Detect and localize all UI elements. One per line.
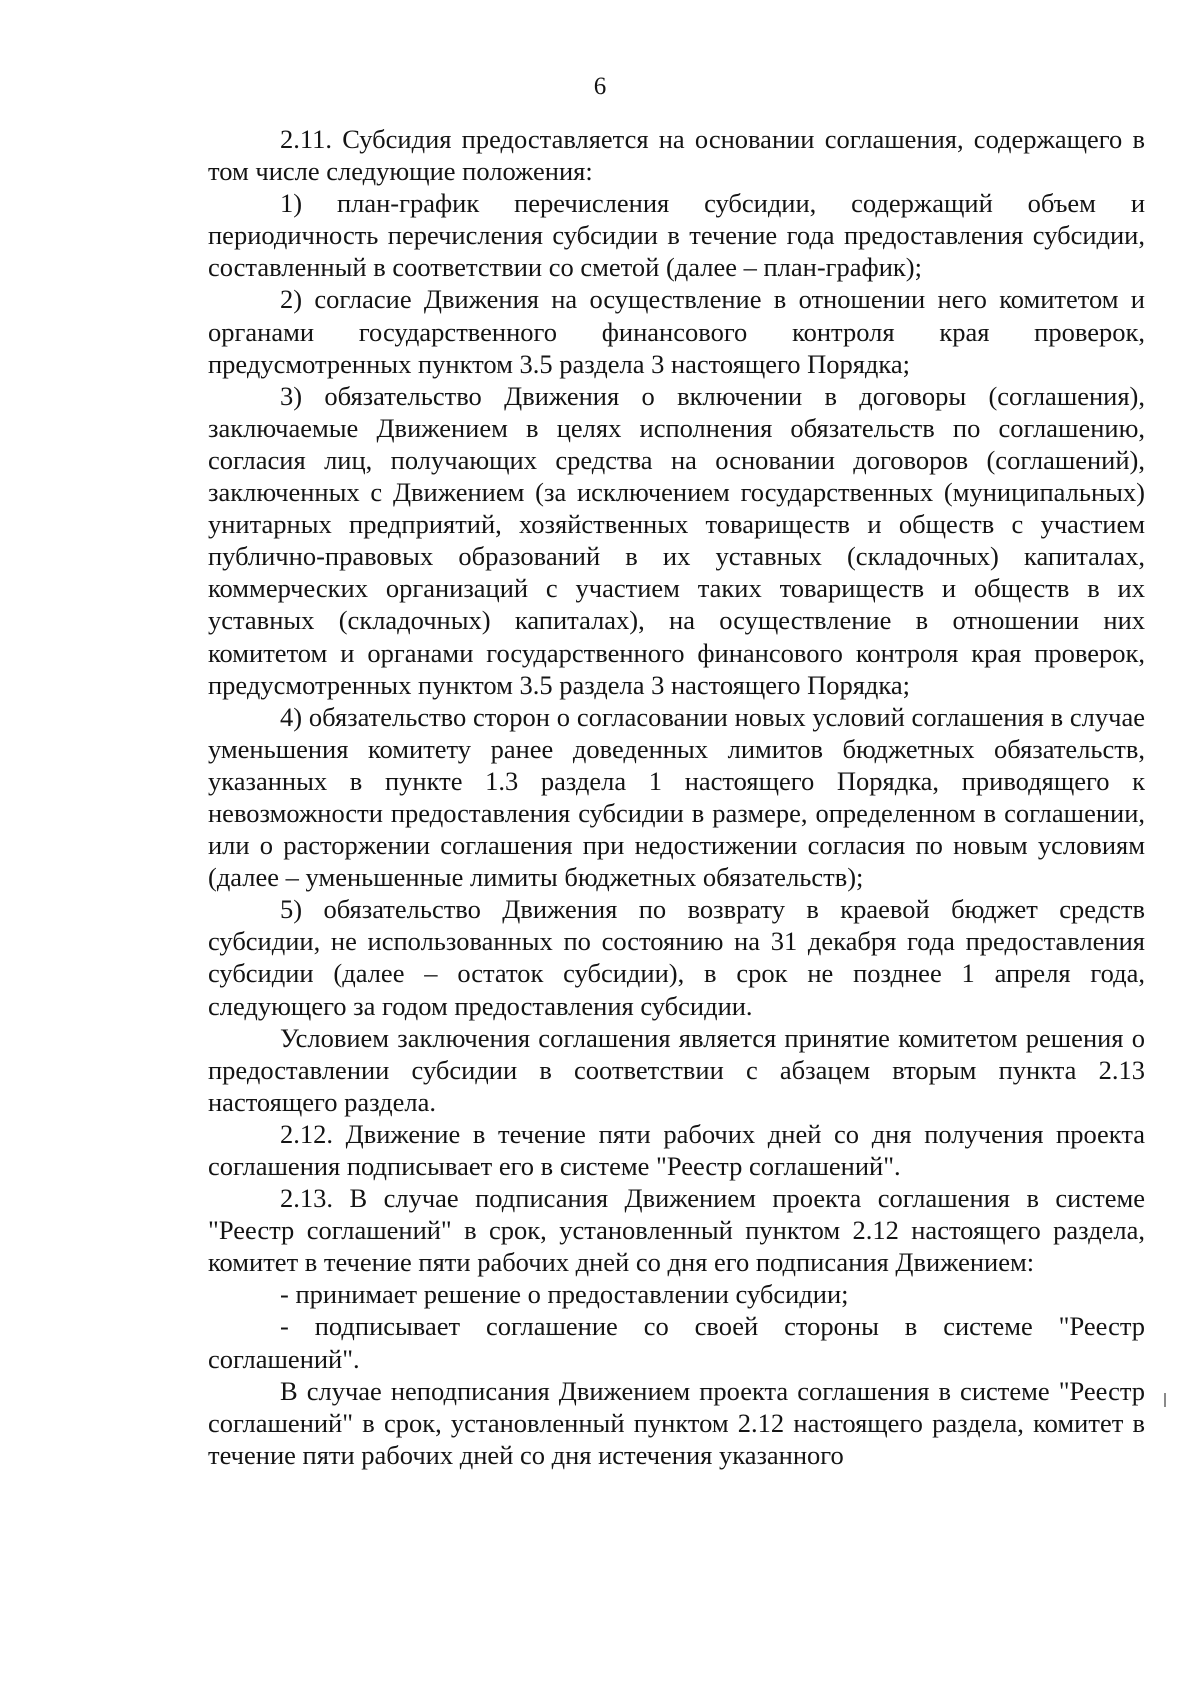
list-item-1: 1) план-график перечисления субсидии, содержащий объем и периодичность перечисления субсидии в течение года предоставления субсидии, составленный в соответствии со сметой (далее – план-график); [208, 188, 1145, 283]
list-item-5: 5) обязательство Движения по возврату в краевой бюджет средств субсидии, не использованных по состоянию на 31 декабря года предоставления субсидии (далее – остаток субсидии), в срок не позднее 1 апреля года, следующего за годом предоставления субсидии. [208, 894, 1145, 1021]
list-item-3: 3) обязательство Движения о включении в договоры (соглашения), заключаемые Движением в целях исполнения обязательств по соглашению, согласия лиц, получающих средства на основании договоров (соглашений), заключенных с Движением (за исключением государственных (муниципальных) унитарных предприятий, хозяйственных товариществ и обществ с участием публично-правовых образований в их уставных (складочных) капиталах, коммерческих организаций с участием таких товариществ и обществ в их уставных (складочных) капиталах), на осуществление в отношении них комитетом и органами государственного финансового контроля края проверок, предусмотренных пунктом 3.5 раздела 3 настоящего Порядка; [208, 380, 1145, 700]
paragraph-2-13: 2.13. В случае подписания Движением проекта соглашения в системе "Реестр соглашений" в срок, установленный пунктом 2.12 настоящего раздела, комитет в течение пяти рабочих дней со дня его подписания Движением: [208, 1183, 1145, 1278]
document-body [208, 123, 1145, 1471]
paragraph-condition: Условием заключения соглашения является принятие комитетом решения о предоставлении субсидии в соответствии с абзацем вторым пункта 2.13 настоящего раздела. [208, 1022, 1145, 1117]
paragraph-not-signed: В случае неподписания Движением проекта соглашения в системе "Реестр соглашений" в срок, установленный пунктом 2.12 настоящего раздела, комитет в течение пяти рабочих дней со дня истечения указанного [208, 1375, 1145, 1470]
page-number: 6 [593, 73, 607, 100]
dash-item-decision: - принимает решение о предоставлении субсидии; [280, 1279, 849, 1310]
paragraph-2-12: 2.12. Движение в течение пяти рабочих дней со дня получения проекта соглашения подписывает его в системе "Реестр соглашений". [208, 1118, 1145, 1181]
margin-mark [1164, 1393, 1166, 1407]
paragraph-2-11: 2.11. Субсидия предоставляется на основании соглашения, содержащего в том числе следующие положения: [208, 124, 1145, 187]
list-item-4: 4) обязательство сторон о согласовании новых условий соглашения в случае уменьшения комитету ранее доведенных лимитов бюджетных обязательств, указанных в пункте 1.3 раздела 1 настоящего Порядка, приводящего к невозможности предоставления субсидии в размере, определенном в соглашении, или о расторжении соглашения при недостижении согласия по новым условиям (далее – уменьшенные лимиты бюджетных обязательств); [208, 701, 1145, 893]
dash-item-signing: - подписывает соглашение со своей стороны в системе "Реестр соглашений". [208, 1311, 1145, 1374]
list-item-2: 2) согласие Движения на осуществление в отношении него комитетом и органами государственного финансового контроля края проверок, предусмотренных пунктом 3.5 раздела 3 настоящего Порядка; [208, 284, 1145, 379]
